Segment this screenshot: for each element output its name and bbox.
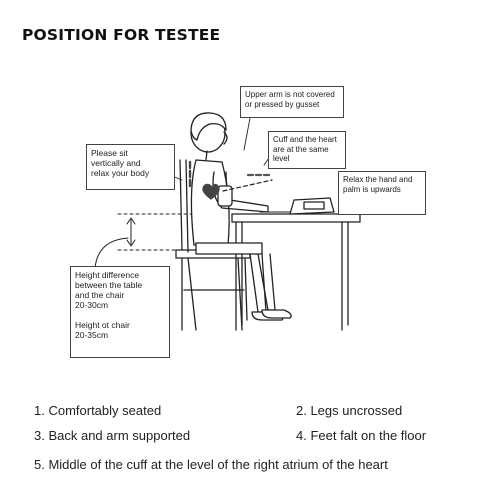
callout-upper-arm [240,86,344,118]
callout-relax-hand [338,171,426,215]
chair-height-arc [95,238,128,268]
callout-line: or pressed by gusset [245,99,320,109]
callout-line: are at the same [273,144,329,154]
callout-line: Height ot chair [75,320,130,330]
callout-line: Cuff and the heart [273,135,337,144]
callout-line: relax your body [91,168,150,178]
callout-line: level [273,154,290,163]
callout-height [70,266,170,358]
page-title: POSITION FOR TESTEE [22,26,221,44]
callout-line: Height difference [75,270,140,280]
instruction-4: 4. Feet falt on the floor [296,428,427,443]
callout-line: vertically and [91,158,141,168]
instruction-2: 2. Legs uncrossed [296,403,403,418]
bp-monitor [260,198,334,214]
callout-cuff-heart [268,131,346,169]
instruction-5: 5. Middle of the cuff at the level of the right atrium of the heart [34,457,388,472]
heart-cuff-level-line [223,180,272,191]
callout-line: 20-35cm [75,330,109,340]
callout-line: palm is upwards [343,184,401,194]
callout-line: and the chair [75,290,125,300]
callout-line: Upper arm is not covered [245,90,335,99]
callout-line: 20-30cm [75,300,109,310]
callout-line: Please sit [91,148,128,158]
instruction-3: 3. Back and arm supported [34,428,191,443]
callout-sit-vertically [86,144,175,190]
instruction-1: 1. Comfortably seated [34,403,162,418]
table [232,214,360,330]
callout-line: between the table [75,280,143,290]
callout-line: Relax the hand and [343,175,413,184]
